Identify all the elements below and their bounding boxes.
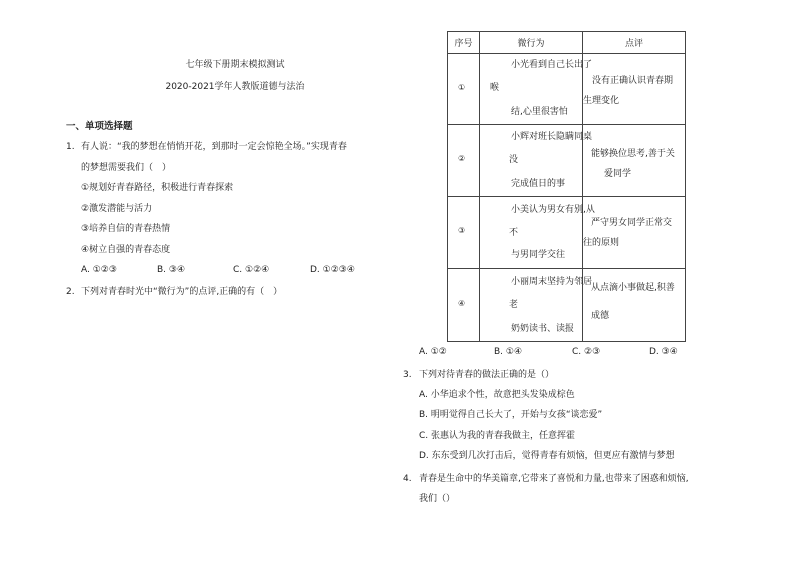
q1-number: 1.: [66, 142, 75, 152]
table-row: [448, 197, 686, 269]
q2-number: 2.: [66, 287, 75, 297]
q3-option-b[interactable]: B. 明明觉得自己长大了，开始与女孩“谈恋爱”: [419, 410, 603, 420]
q2-choice-c[interactable]: C. ②③: [572, 347, 601, 357]
header-behavior: 微行为: [480, 32, 583, 54]
comment-text: 能够换位思考,善于关: [591, 149, 675, 159]
behavior-text: 小丽周末坚持为邻居: [511, 277, 593, 287]
comment-text: 爱同学: [604, 169, 632, 179]
q1-option: ③培养自信的青春热情: [81, 224, 171, 234]
paper-title: 七年级下册期末模拟测试: [185, 60, 285, 70]
behavior-table: [447, 31, 686, 342]
q2-choice-b[interactable]: B. ①④: [494, 347, 523, 357]
behavior-text: 奶奶读书、读报: [511, 324, 575, 334]
comment-text: 严守男女同学正常交: [591, 218, 673, 228]
q2-stem: 下列对青春时光中“微行为”的点评,正确的有（ ）: [81, 287, 283, 297]
q3-option-d[interactable]: D. 东东受到几次打击后，觉得青春有烦恼，但更应有激情与梦想: [419, 451, 675, 461]
table-header-row: [448, 32, 686, 54]
comment-text: 没有正确认识青春期: [592, 76, 674, 86]
behavior-text: 没: [509, 155, 519, 165]
behavior-text: 喉: [490, 83, 500, 93]
table-row: [448, 125, 686, 197]
comment-text: 生理变化: [583, 96, 620, 106]
q3-stem: 下列对待青春的做法正确的是（）: [419, 370, 555, 380]
q1-option: ①规划好青春路径，积极进行青春探索: [81, 183, 234, 193]
row-number: ④: [458, 299, 466, 308]
row-number: ①: [458, 83, 466, 92]
row-number: ②: [458, 154, 466, 163]
q3-option-a[interactable]: A. 小华追求个性，故意把头发染成棕色: [419, 390, 575, 400]
q1-choice-c[interactable]: C. ①②④: [233, 265, 270, 275]
behavior-text: 与男同学交往: [511, 250, 566, 260]
q4-stem-line1: 青春是生命中的华美篇章,它带来了喜悦和力量,也带来了困惑和烦恼,: [419, 474, 689, 484]
paper-subtitle: 2020-2021学年人教版道德与法治: [165, 82, 305, 92]
q2-choice-a[interactable]: A. ①②: [419, 347, 447, 357]
behavior-text: 完成值日的事: [511, 179, 566, 189]
comment-text: 从点滴小事做起,积善: [591, 283, 675, 293]
q1-option: ②激发潜能与活力: [81, 204, 153, 214]
q1-option: ④树立自强的青春态度: [81, 245, 171, 255]
behavior-text: 结,心里很害怕: [511, 107, 568, 117]
row-number: ③: [458, 226, 466, 235]
q1-choice-b[interactable]: B. ③④: [157, 265, 186, 275]
behavior-text: 老: [509, 300, 519, 310]
comment-text: 往的原则: [583, 238, 620, 248]
q4-stem-line2: 我们（）: [419, 494, 456, 504]
q2-choice-d[interactable]: D. ③④: [649, 347, 678, 357]
comment-text: 成德: [591, 311, 610, 321]
q3-number: 3.: [403, 370, 412, 380]
behavior-text: 小美认为男女有别,从: [511, 205, 595, 215]
section-title: 一、单项选择题: [66, 121, 133, 132]
behavior-text: 小光看到自己长出了: [511, 60, 593, 70]
header-comment: 点评: [583, 32, 686, 54]
table-row: [448, 54, 686, 125]
q3-option-c[interactable]: C. 张惠认为我的青春我做主，任意挥霍: [419, 431, 576, 441]
q1-choice-d[interactable]: D. ①②③④: [310, 265, 355, 275]
behavior-text: 不: [509, 228, 519, 238]
q4-number: 4.: [403, 474, 412, 484]
header-no: 序号: [448, 32, 480, 54]
behavior-text: 小辉对班长隐瞒同桌: [511, 132, 593, 142]
table-row: [448, 269, 686, 342]
q1-stem-line2: 的梦想需要我们（ ）: [81, 163, 172, 173]
q1-choice-a[interactable]: A. ①②③: [81, 265, 117, 275]
q1-stem-line1: 有人说：“我的梦想在悄悄开花，到那时一定会惊艳全场。”实现青春: [81, 142, 347, 152]
